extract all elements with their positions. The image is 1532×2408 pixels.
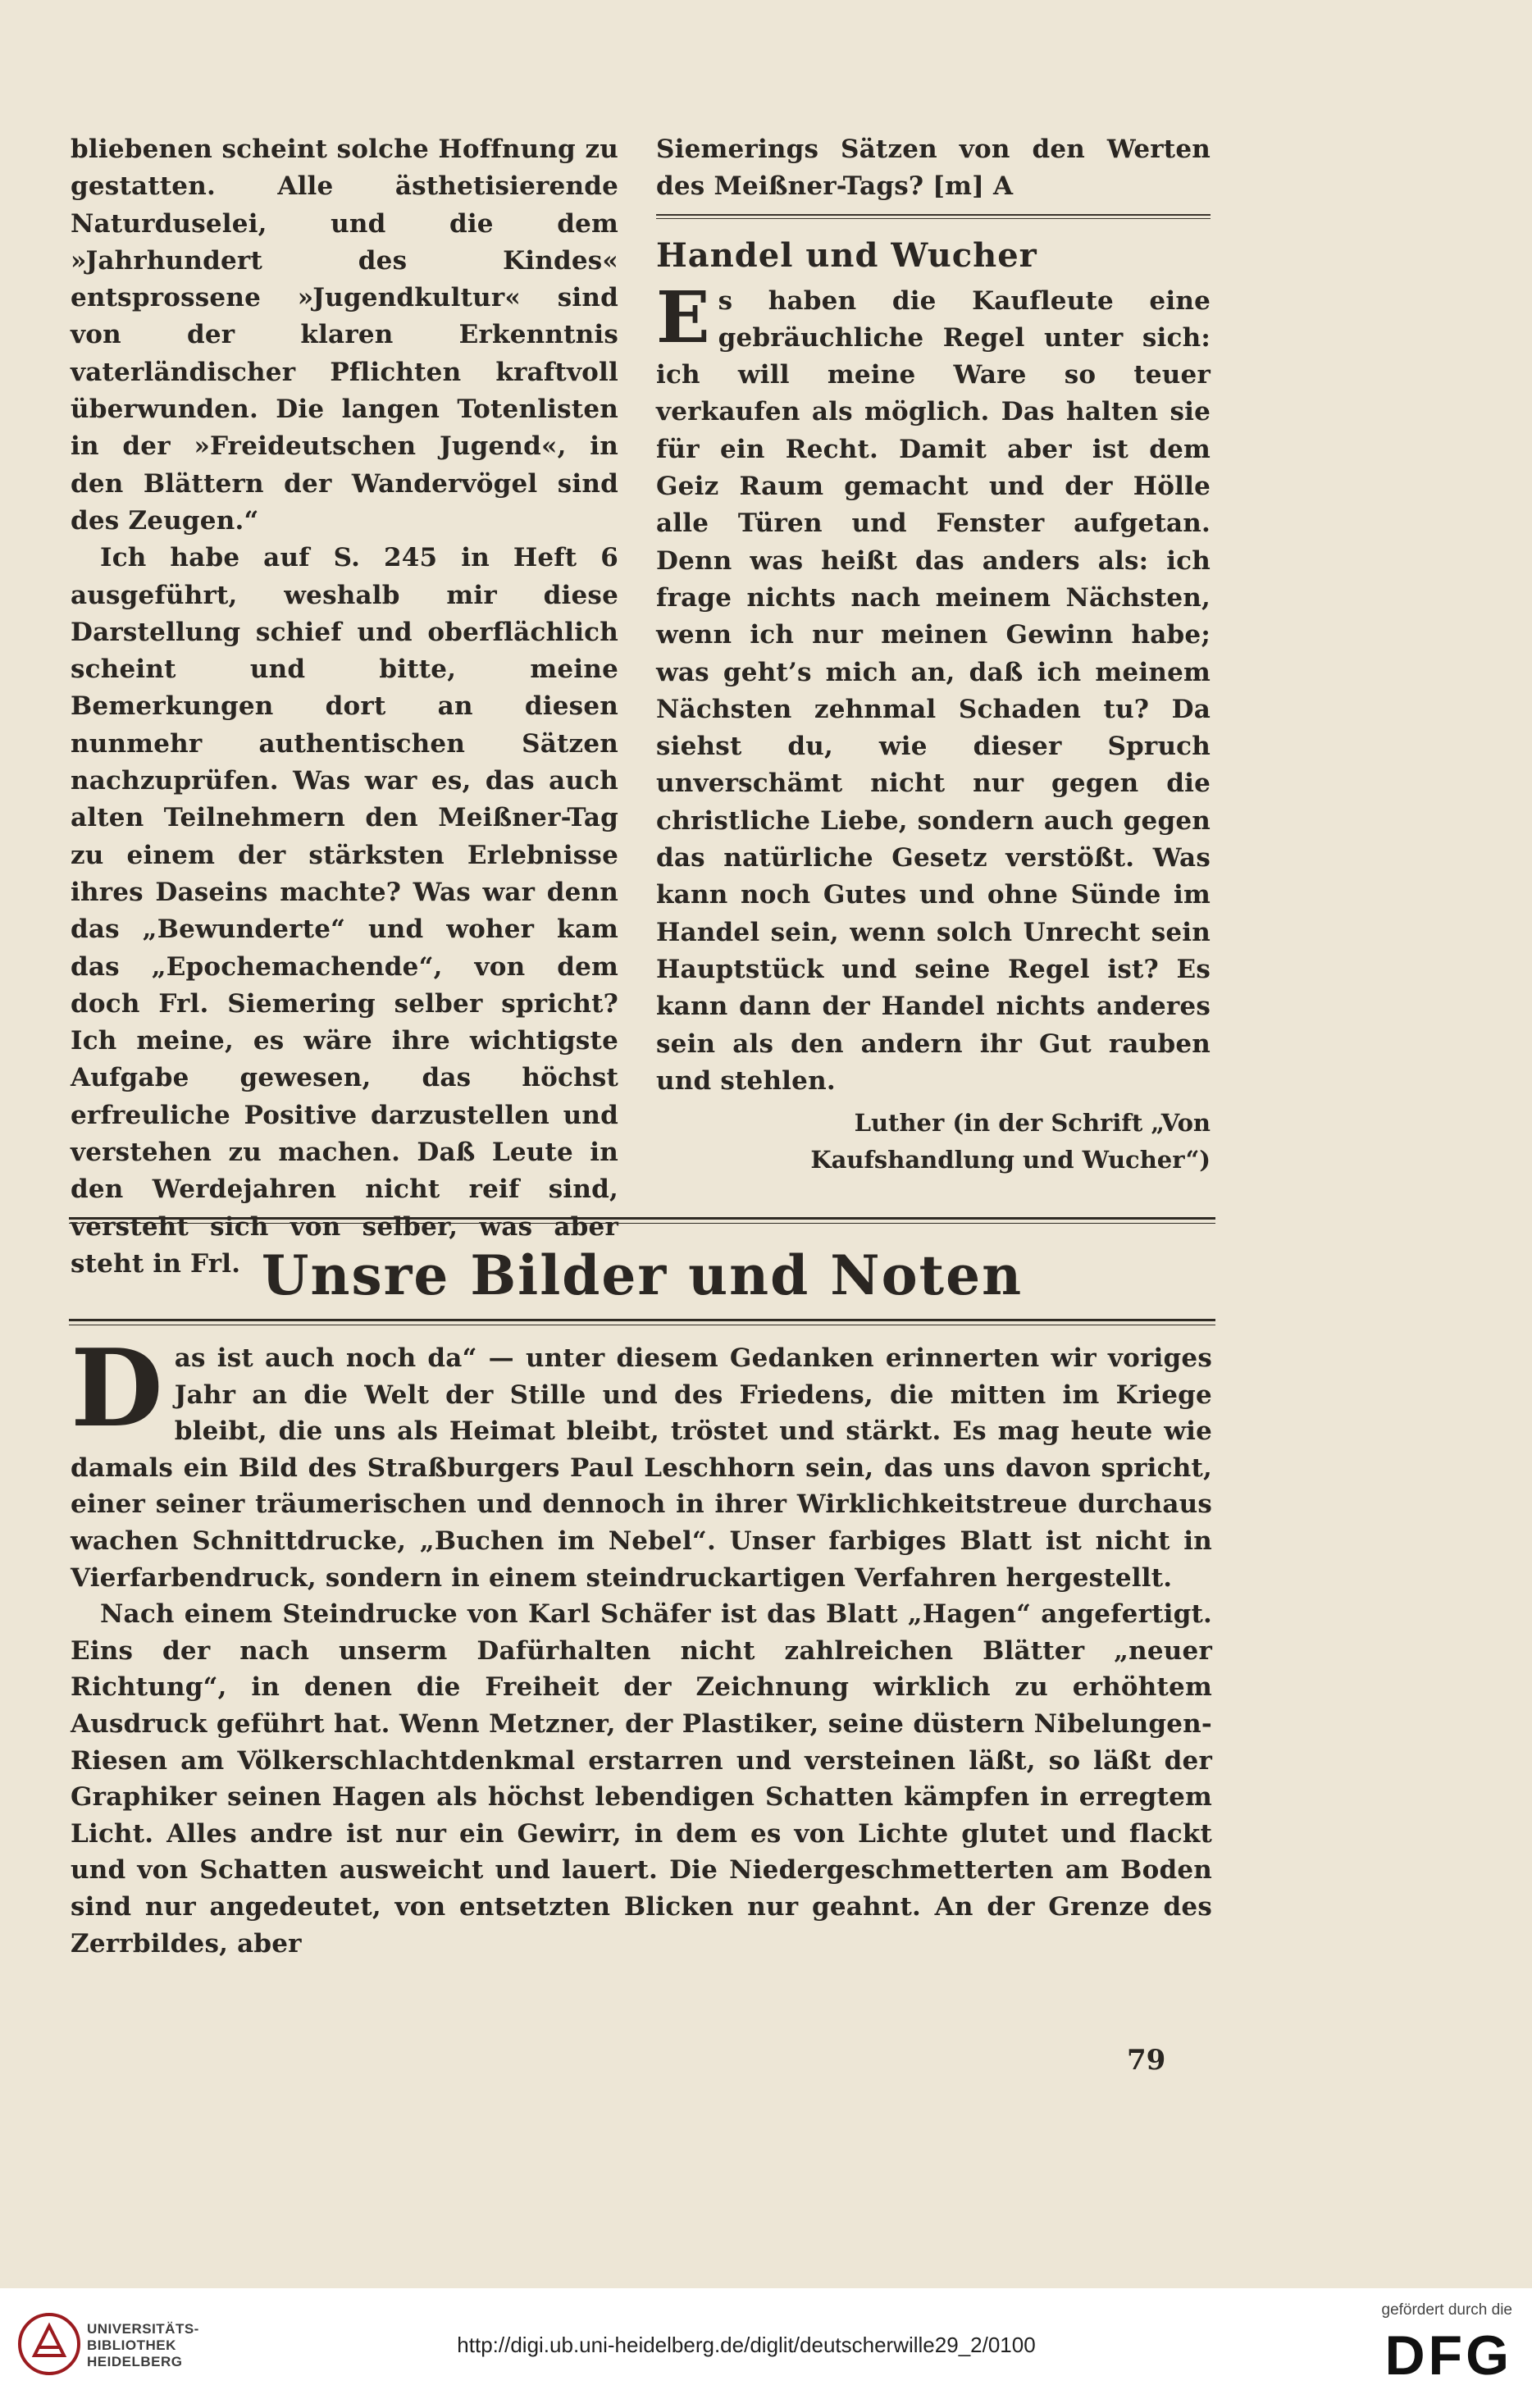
main-section-body: [71, 1325, 1212, 1962]
heading-top-rule: [69, 1217, 1215, 1224]
heading-bottom-rule: [69, 1319, 1215, 1325]
institution-line: HEIDELBERG: [87, 2354, 183, 2369]
university-library-name: [87, 2321, 199, 2370]
right-continuation-text: Siemerings Sätzen von den Werten des Meißner-Tags? [m] A: [656, 135, 1211, 202]
page-number: 79: [1127, 2044, 1166, 2077]
main-paragraph-2: Nach einem Steindrucke von Karl Schäfer ist das Blatt „Hagen“ angefertigt. Eins der nach unserm Dafürhalten nicht zahlreichen Blätter „neuer Richtung“, in denen die Freiheit der Zeichnung wirklich zu erhöhtem Ausdruck geführt hat. Wenn Metzner, der Plastiker, seine düstern Nibelungen-Riesen am Völkerschlachtdenkmal erstarren und versteinen läßt, so läßt der Graphiker seinen Hagen als höchst lebendigen Schatten kämpfen in erregtem Licht. Alles andre ist nur ein Gewirr, in dem es von Lichte glutet und flackt und von Schatten ausweicht und lauert. Die Niedergeschmetterten am Boden sind nur angedeutet, von entsetzten Blicken nur geahnt. An der Grenze des Zerrbildes, aber: [71, 1599, 1212, 1959]
main-paragraph-1: as ist auch noch da“ — unter diesem Gedanken erinnerten wir voriges Jahr an die Welt der Stille und des Friedens, die mitten im Kriege bleibt, die uns als Heimat bleibt, tröstet und stärkt. Es mag heute wie damals ein Bild des Straßburgers Paul Leschhorn sein, das uns davon spricht, einer seiner träumerischen und dennoch in ihrer Wirklichkeitstreue durchaus wachen Schnittdrucke, „Buchen im Nebel“. Unser farbiges Blatt ist nicht in Vierfarbendruck, sondern in einem steindruckartigen Verfahren hergestellt.: [71, 1343, 1212, 1593]
institution-line: BIBLIOTHEK: [87, 2337, 176, 2353]
viewer-footer: [0, 2288, 1532, 2408]
funding-caption: gefördert durch die: [1381, 2301, 1512, 2319]
left-column: [71, 131, 618, 1283]
institution-line: UNIVERSITÄTS-: [87, 2321, 199, 2337]
left-paragraph-2: Ich habe auf S. 245 in Heft 6 ausgeführt, weshalb mir diese Darstellung schief und oberflächlich scheint und bitte, meine Bemerkungen dort an diesen nunmehr authentischen Sätzen nachzuprüfen. Was war es, das auch alten Teilnehmern den Meißner-Tag zu einem der stärksten Erlebnisse ihres Daseins machte? Was war denn das „Bewunderte“ und woher kam das „Epochemachende“, von dem doch Frl. Siemering selber spricht? Ich meine, es wäre ihre wichtigste Aufgabe gewesen, das höchst erfreuliche Positive darzustellen und verstehen zu machen. Daß Leute in den Werdejahren nicht reif sind, versteht sich von selber, was aber steht in Frl.: [71, 543, 618, 1279]
section-title-handel-und-wucher: Handel und Wucher: [656, 235, 1037, 275]
university-seal-icon: [16, 2311, 82, 2377]
drop-cap-d: D: [71, 1325, 163, 1451]
handel-paragraph: s haben die Kaufleute eine gebräuchliche Regel unter sich: ich will meine Ware so teuer verkaufen als möglich. Das halten sie für ein Recht. Damit aber ist dem Geiz Raum gemacht und der Hölle alle Türen und Fenster aufgetan. Denn was heißt das anders als: ich frage nichts nach meinem Nächsten, wenn ich nur meinen Gewinn habe; was geht’s mich an, daß ich meinem Nächsten zehnmal Schaden tu? Da siehst du, wie dieser Spruch unverschämt nicht nur gegen die christliche Liebe, sondern auch gegen das natürliche Gesetz verstößt. Was kann noch Gutes und ohne Sünde im Handel sein, wenn solch Unrecht sein Hauptstück und seine Regel ist? Es kann dann der Handel nichts anderes sein als den andern ihr Gut rauben und stehlen.: [656, 285, 1211, 1096]
document-url-link[interactable]: http://digi.ub.uni-heidelberg.de/diglit/deutscherwille29_2/0100: [457, 2333, 1036, 2357]
column-divider-rule: [656, 214, 1211, 219]
left-paragraph-1: bliebenen scheint solche Hoffnung zu gestatten. Alle ästhetisierende Naturduselei, und die dem »Jahrhundert des Kindes« entsprossene »Jugendkultur« sind von der klaren Erkenntnis vaterländischer Pflichten kraftvoll überwunden. Die langen Totenlisten in der »Freideutschen Jugend«, in den Blättern der Wandervögel sind des Zeugen.“: [71, 135, 618, 536]
right-column: [656, 131, 1211, 1179]
luther-attribution: Luther (in der Schrift „Von Kaufshandlung und Wucher“): [810, 1109, 1211, 1174]
dfg-logo: DFG: [1384, 2324, 1512, 2387]
handel-paragraph-block: [656, 276, 1211, 1101]
main-section-title: Unsre Bilder und Noten: [261, 1243, 1024, 1307]
drop-cap-e: E: [656, 276, 710, 359]
